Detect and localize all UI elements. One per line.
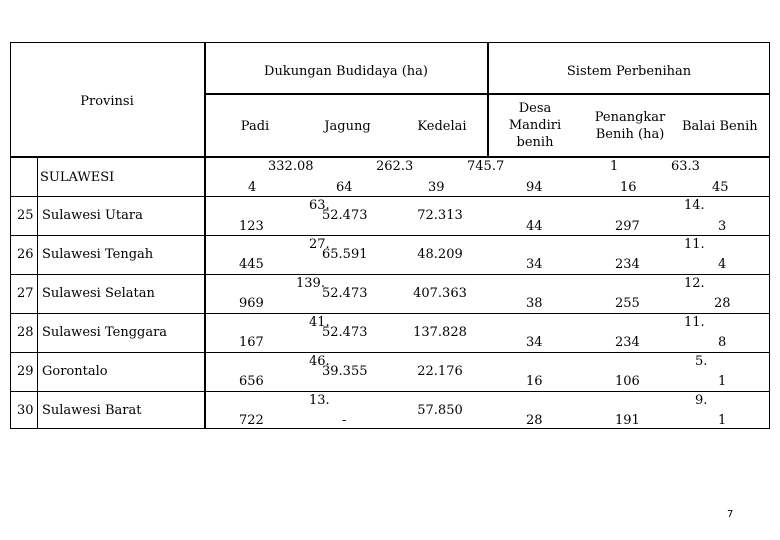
penangkar-value: 255 <box>615 296 640 311</box>
padi-value: 656 <box>239 374 264 389</box>
summary-desa: 94 <box>526 180 543 195</box>
penangkar-value: 234 <box>615 257 640 272</box>
balai-value-b: 8 <box>718 335 727 350</box>
penangkar-value: 191 <box>615 413 640 428</box>
header-padi: Padi <box>240 119 270 134</box>
jagung-value-a: 27. <box>309 237 330 252</box>
jagung-value-b: 52.473 <box>322 325 368 340</box>
table-border-top <box>10 42 770 43</box>
header-sistem-perbenihan: Sistem Perbenihan <box>566 64 692 79</box>
header-bottom-rule <box>10 156 770 158</box>
province-name: Sulawesi Tengah <box>42 247 154 262</box>
province-column-divider <box>204 42 206 429</box>
table-border-right <box>769 42 770 429</box>
header-provinsi: Provinsi <box>80 94 134 109</box>
balai-value-b: 4 <box>718 257 727 272</box>
desa-value: 28 <box>526 413 543 428</box>
row-number-divider <box>37 156 38 429</box>
summary-penangkar-b: 16 <box>620 180 637 195</box>
row-rule <box>10 313 770 314</box>
header-kedelai: Kedelai <box>417 119 467 134</box>
jagung-value-b: 52.473 <box>322 208 368 223</box>
row-number: 28 <box>17 325 34 340</box>
summary-label: SULAWESI <box>40 170 115 185</box>
balai-value-b: 1 <box>718 413 727 428</box>
desa-value: 38 <box>526 296 543 311</box>
header-penangkar-benih: Penangkar Benih (ha) <box>594 110 666 142</box>
header-desa-mandiri-benih: Desa Mandiri benih <box>508 101 562 150</box>
province-name: Gorontalo <box>42 364 108 379</box>
jagung-value-a: 139. <box>296 276 325 291</box>
jagung-value-b: 65.591 <box>322 247 368 262</box>
kedelai-value: 72.313 <box>417 208 463 223</box>
row-number: 26 <box>17 247 34 262</box>
jagung-value-b: 52.473 <box>322 286 368 301</box>
row-number: 27 <box>17 286 34 301</box>
penangkar-value: 106 <box>615 374 640 389</box>
province-name: Sulawesi Utara <box>42 208 143 223</box>
balai-value-a: 11. <box>684 315 705 330</box>
row-rule <box>10 235 770 236</box>
padi-value: 445 <box>239 257 264 272</box>
balai-value-a: 5. <box>695 354 708 369</box>
balai-value-a: 11. <box>684 237 705 252</box>
table-border-bottom <box>10 428 770 429</box>
summary-balai-b: 45 <box>712 180 729 195</box>
row-number: 25 <box>17 208 34 223</box>
jagung-value-a: 46. <box>309 354 330 369</box>
desa-value: 16 <box>526 374 543 389</box>
row-rule <box>10 352 770 353</box>
balai-value-a: 9. <box>695 393 708 408</box>
jagung-value-b: 39.355 <box>322 364 368 379</box>
header-balai-benih: Balai Benih <box>682 119 758 134</box>
row-rule <box>10 391 770 392</box>
kedelai-value: 48.209 <box>417 247 463 262</box>
balai-value-b: 28 <box>714 296 731 311</box>
balai-value-b: 3 <box>718 219 727 234</box>
summary-padi-b: 4 <box>248 180 257 195</box>
summary-jagung-a: 262.3 <box>376 159 414 174</box>
padi-value: 167 <box>239 335 264 350</box>
province-name: Sulawesi Tenggara <box>42 325 168 340</box>
group-divider <box>487 42 489 158</box>
penangkar-value: 297 <box>615 219 640 234</box>
row-rule <box>10 196 770 197</box>
jagung-value-a: 41. <box>309 315 330 330</box>
summary-balai-a: 63.3 <box>671 159 700 174</box>
summary-jagung-b: 64 <box>336 180 353 195</box>
penangkar-value: 234 <box>615 335 640 350</box>
desa-value: 44 <box>526 219 543 234</box>
kedelai-value: 22.176 <box>417 364 463 379</box>
row-number: 29 <box>17 364 34 379</box>
header-jagung: Jagung <box>324 119 371 134</box>
jagung-value-a: 13. <box>309 393 330 408</box>
balai-value-b: 1 <box>718 374 727 389</box>
summary-kedelai-a: 745.7 <box>467 159 505 174</box>
kedelai-value: 57.850 <box>417 403 463 418</box>
kedelai-value: 137.828 <box>413 325 467 340</box>
desa-value: 34 <box>526 335 543 350</box>
padi-value: 123 <box>239 219 264 234</box>
balai-value-a: 14. <box>684 198 705 213</box>
row-number: 30 <box>17 403 34 418</box>
balai-value-a: 12. <box>684 276 705 291</box>
summary-padi-a: 332.08 <box>268 159 314 174</box>
page-number: 7 <box>727 509 734 520</box>
padi-value: 722 <box>239 413 264 428</box>
summary-kedelai-b: 39 <box>428 180 445 195</box>
header-dukungan-budidaya: Dukungan Budidaya (ha) <box>264 64 428 79</box>
row-rule <box>10 274 770 275</box>
kedelai-value: 407.363 <box>413 286 467 301</box>
desa-value: 34 <box>526 257 543 272</box>
summary-penangkar-a: 1 <box>610 159 619 174</box>
province-name: Sulawesi Barat <box>42 403 142 418</box>
jagung-value-b: - <box>342 413 347 428</box>
jagung-value-a: 63. <box>309 198 330 213</box>
padi-value: 969 <box>239 296 264 311</box>
province-name: Sulawesi Selatan <box>42 286 155 301</box>
